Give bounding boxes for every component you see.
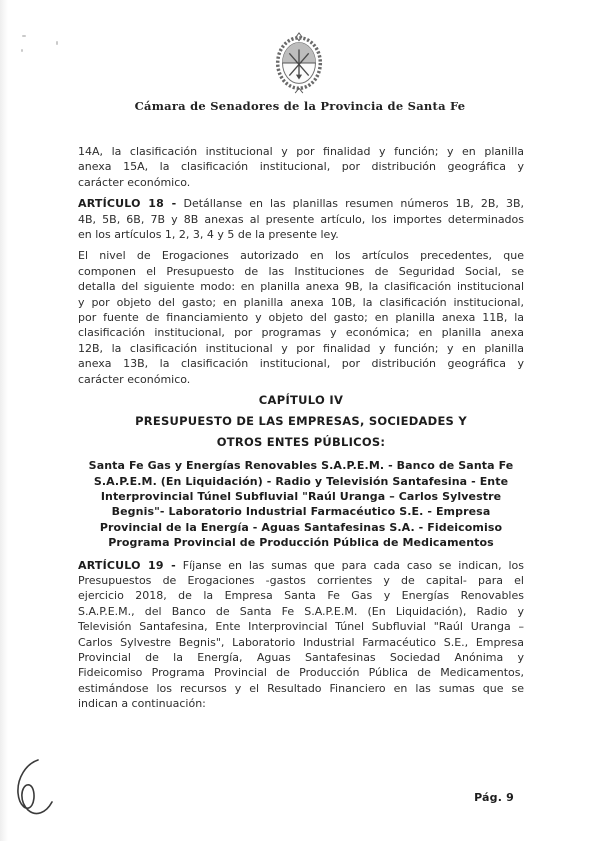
articulo-18-text: Detállanse en las planillas resumen números 1B, 2B, 3B,: [183, 197, 524, 211]
paragraph-line: anexa 15A, la clasificación institucional, por distribución geográfica y: [78, 160, 524, 174]
handwritten-signature: [6, 756, 56, 822]
paragraph-line: 4B, 5B, 6B, 7B y 8B anexas al presente artículo, los importes determinados: [78, 212, 524, 226]
entity-list-line: Interprovincial Túnel Subfluvial "Raúl Uranga – Carlos Sylvestre: [100, 489, 502, 503]
paragraph-line: indican a continuación:: [78, 697, 206, 711]
entity-list-line: Provincial de la Energía - Aguas Santafesinas S.A. - Fideicomiso: [99, 520, 503, 534]
paragraph-line: componen el Presupuesto de las Instituciones de Seguridad Social, se: [78, 264, 524, 278]
scan-artifact: [21, 49, 23, 52]
paragraph-line: carácter económico.: [78, 175, 191, 189]
paragraph-line: en los artículos 1, 2, 3, 4 y 5 de la presente ley.: [78, 228, 339, 242]
provincial-seal-icon: [270, 32, 328, 94]
entity-list-line: Programa Provincial de Producción Pública de Medicamentos: [108, 536, 494, 550]
entity-list-line: Begnis"- Laboratorio Industrial Farmacéutico S.E. - Empresa: [111, 505, 491, 519]
paragraph-line: Fideicomiso Programa Provincial de Producción Pública de Medicamentos,: [78, 666, 524, 680]
articulo-18-paragraph: [78, 196, 524, 242]
paragraph-line: ejercicio 2018, de la Empresa Santa Fe Gas y Energías Renovables: [78, 589, 524, 603]
paragraph-line: y por objeto del gasto; en planilla anexa 10B, la clasificación institucional,: [78, 295, 524, 309]
entities-block: [78, 458, 524, 550]
entity-list-line: Santa Fe Gas y Energías Renovables S.A.P.E.M. - Banco de Santa Fe: [88, 459, 514, 473]
institution-title: Cámara de Senadores de la Provincia de Santa Fe: [134, 99, 466, 113]
articulo-19-text: Fíjanse en las sumas que para cada caso se indican, los: [182, 558, 524, 572]
chapter-subtitle: PRESUPUESTO DE LAS EMPRESAS, SOCIEDADES Y: [135, 414, 467, 429]
paragraph-line: clasificación institucional, por programas y económica; en planilla anexa: [78, 326, 524, 340]
scan-artifact: [56, 41, 58, 45]
articulo-18-label: ARTÍCULO 18 -: [78, 197, 177, 211]
paragraph-line: por fuente de financiamiento y objeto del gasto; en planilla anexa 11B, la: [78, 311, 524, 325]
paragraph-line: Televisión Santafesina, Ente Interprovincial Túnel Subfluvial "Raúl Uranga –: [78, 620, 524, 634]
paragraph-line: El nivel de Erogaciones autorizado en los artículos precedentes, que: [78, 249, 524, 263]
scan-artifact: [22, 35, 26, 37]
entity-list-line: S.A.P.E.M. (En Liquidación) - Radio y Televisión Santafesina - Ente: [93, 474, 509, 488]
document-body: [78, 144, 524, 718]
page-number: Pág. 9: [474, 791, 514, 804]
paragraph-line: Provincial de la Energía, Aguas Santafesinas Sociedad Anónima y: [78, 650, 524, 664]
articulo-19-label: ARTÍCULO 19 -: [78, 558, 176, 572]
paragraph-line: 12B, la clasificación institucional y por finalidad y función; y en planilla: [78, 341, 524, 355]
paragraph-line: Carlos Sylvestre Begnis", Laboratorio Industrial Farmacéutico S.E., Empresa: [78, 635, 524, 649]
paragraph-line: [78, 558, 524, 573]
paragraph-line: 14A, la clasificación institucional y por finalidad y función; y en planilla: [78, 145, 524, 158]
scan-edge-shadow: [0, 0, 8, 841]
paragraph-line: [78, 196, 524, 211]
paragraph-line: Presupuestos de Erogaciones -gastos corrientes y de capital- para el: [78, 573, 524, 587]
paragraph-line: detalla del siguiente modo: en planilla anexa 9B, la clasificación institucional: [78, 280, 524, 294]
articulo-19-paragraph: [78, 558, 524, 712]
paragraph-line: carácter económico.: [78, 372, 191, 386]
paragraph-seguridad-social: [78, 248, 524, 387]
chapter-subtitle: OTROS ENTES PÚBLICOS:: [216, 435, 386, 450]
paragraph-line: anexa 13B, la clasificación institucional, por distribución geográfica y: [78, 357, 524, 371]
paragraph-line: estimándose los recursos y el Resultado Financiero en las sumas que se: [78, 681, 524, 695]
paragraph-line: S.A.P.E.M., del Banco de Santa Fe S.A.P.E.M. (En Liquidación), Radio y: [78, 604, 524, 618]
paragraph-intro: [78, 144, 524, 190]
chapter-title: CAPÍTULO IV: [258, 393, 344, 408]
